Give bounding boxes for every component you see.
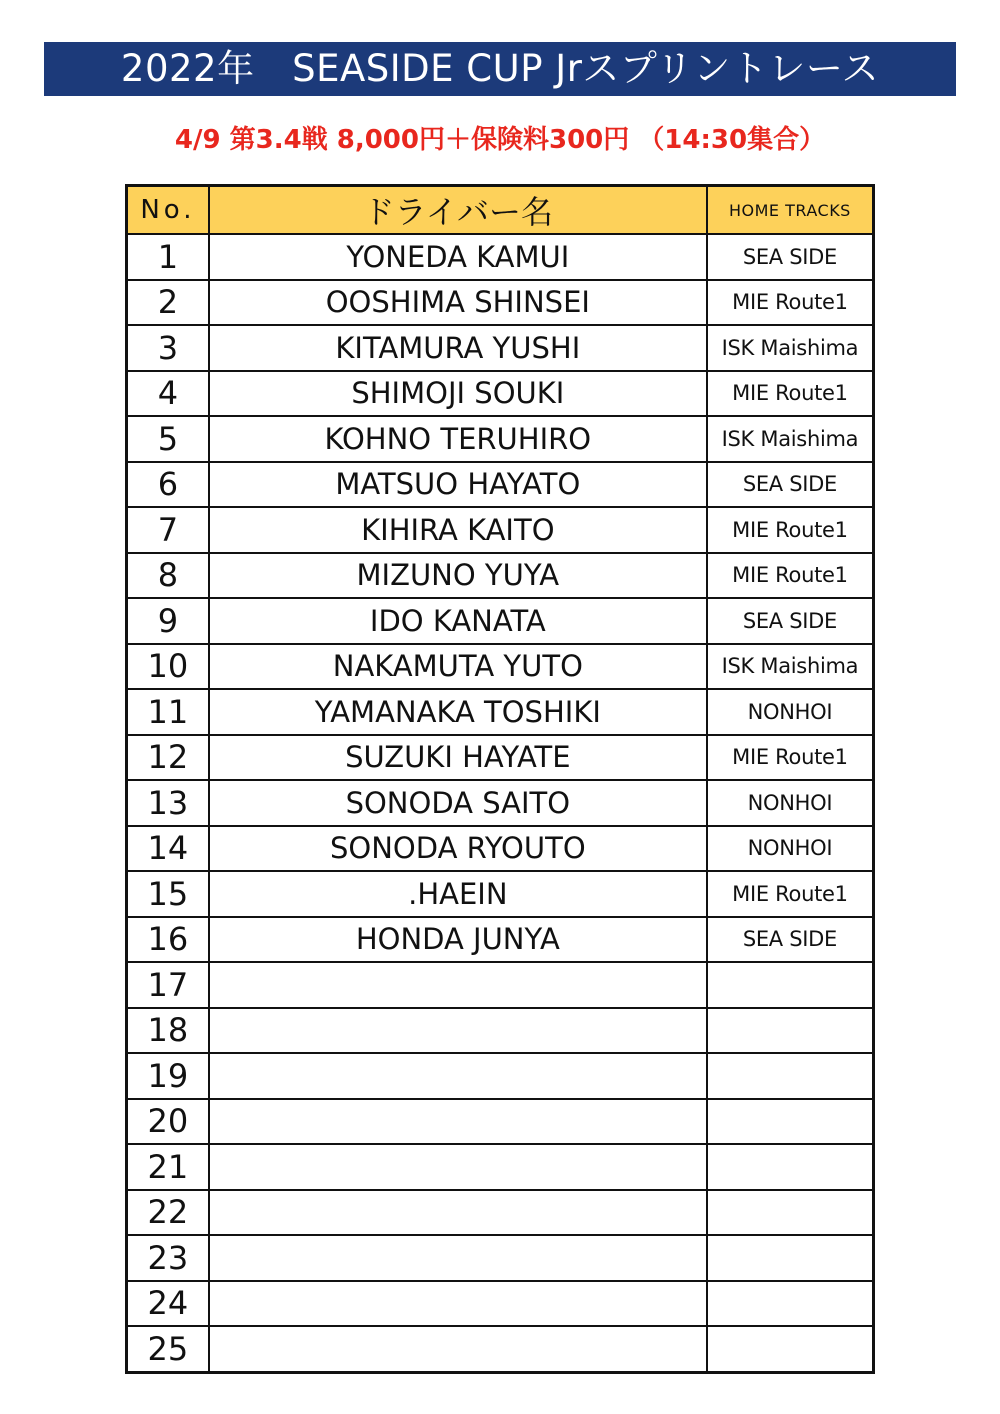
home-track: MIE Route1 bbox=[707, 280, 874, 326]
home-track: ISK Maishima bbox=[707, 325, 874, 371]
home-track: SEA SIDE bbox=[707, 234, 874, 280]
table-row bbox=[127, 826, 874, 872]
table-row bbox=[127, 553, 874, 599]
table-row bbox=[127, 689, 874, 735]
row-number: 22 bbox=[127, 1190, 209, 1236]
page-title: 2022年 SEASIDE CUP Jrスプリントレース bbox=[44, 42, 956, 96]
driver-name: KITAMURA YUSHI bbox=[209, 325, 707, 371]
driver-name bbox=[209, 1053, 707, 1099]
home-track bbox=[707, 1099, 874, 1145]
driver-name bbox=[209, 1281, 707, 1327]
column-header-no: No. bbox=[127, 186, 209, 235]
row-number: 17 bbox=[127, 962, 209, 1008]
column-header-home-tracks: HOME TRACKS bbox=[707, 186, 874, 235]
driver-name bbox=[209, 1008, 707, 1054]
table-row bbox=[127, 962, 874, 1008]
table-row bbox=[127, 1326, 874, 1372]
row-number: 16 bbox=[127, 917, 209, 963]
table-row bbox=[127, 462, 874, 508]
row-number: 7 bbox=[127, 507, 209, 553]
row-number: 4 bbox=[127, 371, 209, 417]
entry-list-table bbox=[125, 184, 875, 1374]
driver-name: MATSUO HAYATO bbox=[209, 462, 707, 508]
table-row bbox=[127, 234, 874, 280]
table-row bbox=[127, 1053, 874, 1099]
table-row bbox=[127, 1190, 874, 1236]
row-number: 5 bbox=[127, 416, 209, 462]
driver-name: KOHNO TERUHIRO bbox=[209, 416, 707, 462]
table-row bbox=[127, 416, 874, 462]
driver-name: SHIMOJI SOUKI bbox=[209, 371, 707, 417]
home-track: MIE Route1 bbox=[707, 735, 874, 781]
driver-name: YONEDA KAMUI bbox=[209, 234, 707, 280]
row-number: 1 bbox=[127, 234, 209, 280]
table-row bbox=[127, 1144, 874, 1190]
table-row bbox=[127, 644, 874, 690]
home-track: MIE Route1 bbox=[707, 371, 874, 417]
row-number: 2 bbox=[127, 280, 209, 326]
home-track bbox=[707, 962, 874, 1008]
row-number: 20 bbox=[127, 1099, 209, 1145]
table-row bbox=[127, 917, 874, 963]
driver-name: .HAEIN bbox=[209, 871, 707, 917]
home-track: NONHOI bbox=[707, 780, 874, 826]
row-number: 18 bbox=[127, 1008, 209, 1054]
row-number: 25 bbox=[127, 1326, 209, 1372]
table-row bbox=[127, 1099, 874, 1145]
row-number: 12 bbox=[127, 735, 209, 781]
event-details: 4/9 第3.4戦 8,000円＋保険料300円 （14:30集合） bbox=[174, 125, 826, 155]
table-header-row bbox=[127, 186, 874, 235]
home-track: MIE Route1 bbox=[707, 553, 874, 599]
home-track bbox=[707, 1144, 874, 1190]
driver-name: IDO KANATA bbox=[209, 598, 707, 644]
table-row bbox=[127, 280, 874, 326]
driver-name: SONODA SAITO bbox=[209, 780, 707, 826]
home-track: NONHOI bbox=[707, 689, 874, 735]
row-number: 19 bbox=[127, 1053, 209, 1099]
table-body bbox=[127, 234, 874, 1372]
row-number: 15 bbox=[127, 871, 209, 917]
row-number: 8 bbox=[127, 553, 209, 599]
table-row bbox=[127, 598, 874, 644]
home-track bbox=[707, 1053, 874, 1099]
row-number: 23 bbox=[127, 1235, 209, 1281]
row-number: 3 bbox=[127, 325, 209, 371]
home-track: ISK Maishima bbox=[707, 644, 874, 690]
home-track: MIE Route1 bbox=[707, 507, 874, 553]
driver-name bbox=[209, 1235, 707, 1281]
row-number: 9 bbox=[127, 598, 209, 644]
row-number: 13 bbox=[127, 780, 209, 826]
driver-name bbox=[209, 962, 707, 1008]
home-track bbox=[707, 1008, 874, 1054]
table-row bbox=[127, 325, 874, 371]
driver-name bbox=[209, 1144, 707, 1190]
row-number: 6 bbox=[127, 462, 209, 508]
row-number: 21 bbox=[127, 1144, 209, 1190]
driver-name bbox=[209, 1099, 707, 1145]
table-row bbox=[127, 507, 874, 553]
driver-name: YAMANAKA TOSHIKI bbox=[209, 689, 707, 735]
driver-name: KIHIRA KAITO bbox=[209, 507, 707, 553]
column-header-driver-name: ドライバー名 bbox=[209, 186, 707, 235]
row-number: 24 bbox=[127, 1281, 209, 1327]
table-row bbox=[127, 1008, 874, 1054]
table-row bbox=[127, 780, 874, 826]
driver-name: SONODA RYOUTO bbox=[209, 826, 707, 872]
table-row bbox=[127, 735, 874, 781]
driver-name: MIZUNO YUYA bbox=[209, 553, 707, 599]
home-track bbox=[707, 1235, 874, 1281]
driver-name: SUZUKI HAYATE bbox=[209, 735, 707, 781]
driver-name: OOSHIMA SHINSEI bbox=[209, 280, 707, 326]
table-row bbox=[127, 1235, 874, 1281]
driver-name: HONDA JUNYA bbox=[209, 917, 707, 963]
driver-name bbox=[209, 1190, 707, 1236]
home-track bbox=[707, 1190, 874, 1236]
home-track: SEA SIDE bbox=[707, 462, 874, 508]
home-track bbox=[707, 1326, 874, 1372]
home-track: NONHOI bbox=[707, 826, 874, 872]
table-row bbox=[127, 371, 874, 417]
driver-name bbox=[209, 1326, 707, 1372]
table-row bbox=[127, 871, 874, 917]
home-track: MIE Route1 bbox=[707, 871, 874, 917]
home-track: ISK Maishima bbox=[707, 416, 874, 462]
home-track: SEA SIDE bbox=[707, 598, 874, 644]
row-number: 10 bbox=[127, 644, 209, 690]
home-track bbox=[707, 1281, 874, 1327]
row-number: 11 bbox=[127, 689, 209, 735]
row-number: 14 bbox=[127, 826, 209, 872]
driver-name: NAKAMUTA YUTO bbox=[209, 644, 707, 690]
home-track: SEA SIDE bbox=[707, 917, 874, 963]
table-row bbox=[127, 1281, 874, 1327]
